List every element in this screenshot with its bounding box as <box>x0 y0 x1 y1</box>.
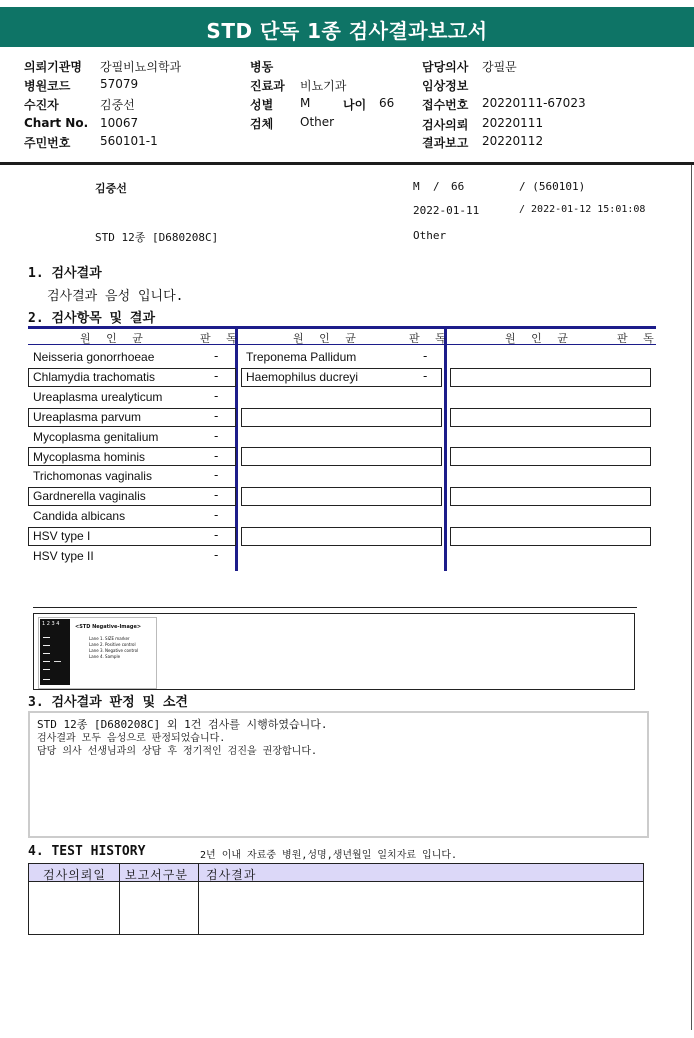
report-date-label: 결과보고 <box>422 136 469 150</box>
patient-label: 수진자 <box>24 98 59 112</box>
gel-legend-item: Lane 3. Negative control <box>89 648 139 653</box>
hospital-code-value: 57079 <box>100 77 139 91</box>
pathogen-result: - <box>214 389 219 403</box>
institution-label: 의뢰기관명 <box>24 60 82 74</box>
report-title-bar <box>0 7 694 47</box>
gel-lane-numbers: 1 2 3 4 <box>42 621 60 627</box>
pathogen-name: Haemophilus ducreyi <box>246 370 359 384</box>
gel-caption: <STD Negative-Image> <box>75 624 142 630</box>
col1-result-header: 판 독 <box>200 332 243 345</box>
gel-electrophoresis-image <box>38 617 157 689</box>
specimen-value: Other <box>300 115 335 129</box>
section1-title: 1. 검사결과 <box>28 266 102 281</box>
gel-lanes-area <box>40 619 70 685</box>
ward-label: 병동 <box>250 60 274 74</box>
clinical-info-label: 임상정보 <box>422 79 469 93</box>
pathogen-result: - <box>423 349 428 363</box>
result-row-box <box>241 408 442 427</box>
history-table <box>28 863 644 935</box>
result-row-box <box>450 447 651 466</box>
pathogen-result: - <box>214 409 219 423</box>
summary-report-datetime: / 2022-01-12 15:01:08 <box>519 204 646 215</box>
pathogen-name: Candida albicans <box>33 509 126 523</box>
pathogen-result: - <box>214 488 219 502</box>
pathogen-name: Gardnerella vaginalis <box>33 489 146 503</box>
pathogen-result: - <box>214 508 219 522</box>
col3-result-header: 판 독 <box>617 332 660 345</box>
page-right-border <box>691 165 692 1030</box>
pathogen-name: Ureaplasma parvum <box>33 410 142 424</box>
resident-no-value: 560101-1 <box>100 134 158 148</box>
col2-result-header: 판 독 <box>409 332 452 345</box>
comment-line: STD 12종 [D680208C] 외 1건 검사를 시행하였습니다. <box>37 718 328 731</box>
comment-line: 검사결과 모두 음성으로 판정되었습니다. <box>37 733 226 744</box>
pathogen-name: Ureaplasma urealyticum <box>33 390 163 404</box>
summary-sex: M <box>413 180 420 193</box>
col3-pathogen-header: 원 인 균 <box>505 332 574 345</box>
gel-legend-item: Lane 4. Sample <box>89 654 121 659</box>
chart-no-value: 10067 <box>100 116 139 130</box>
pathogen-result: - <box>214 449 219 463</box>
age-label: 나이 <box>343 98 367 112</box>
pathogen-result: - <box>423 369 428 383</box>
sex-label: 성별 <box>250 98 274 112</box>
patient-value: 김중선 <box>100 98 135 112</box>
pathogen-name: Treponema Pallidum <box>246 350 357 364</box>
history-col-divider <box>119 864 120 934</box>
section1-text: 검사결과 음성 입니다. <box>47 289 184 304</box>
result-row-box <box>241 447 442 466</box>
history-col-report-type: 보고서구분 <box>125 868 188 882</box>
header-divider <box>0 162 694 165</box>
report-title: STD 단독 1종 검사결과보고서 <box>206 19 488 43</box>
summary-birth: / (560101) <box>519 180 586 193</box>
section3-title: 3. 검사결과 판정 및 소견 <box>28 695 188 710</box>
section4-title: 4. TEST HISTORY <box>28 844 146 859</box>
pathogen-name: Neisseria gonorrhoeae <box>33 350 155 364</box>
chart-no-label: Chart No. <box>24 116 89 130</box>
pathogen-result: - <box>214 369 219 383</box>
pathogen-name: HSV type II <box>33 549 94 563</box>
image-section-divider <box>33 607 637 608</box>
pathogen-name: Chlamydia trachomatis <box>33 370 156 384</box>
history-note: 2년 이내 자료중 병원,성명,생년월일 일치자료 입니다. <box>200 850 458 861</box>
result-row-box <box>450 408 651 427</box>
specimen-label: 검체 <box>250 117 274 131</box>
dept-value: 비뇨기과 <box>300 79 347 93</box>
request-date-value: 20220111 <box>482 116 544 130</box>
institution-value: 강필비뇨의학과 <box>100 60 182 74</box>
result-row-box <box>450 368 651 387</box>
summary-name: 김중선 <box>95 182 127 195</box>
col1-pathogen-header: 원 인 균 <box>80 332 149 345</box>
result-row-box <box>241 527 442 546</box>
summary-test: STD 12종 [D680208C] <box>95 231 219 244</box>
gel-legend-item: Lane 2. Positive control <box>89 642 136 647</box>
pathogen-result: - <box>214 468 219 482</box>
result-row-box <box>241 487 442 506</box>
pathogen-result: - <box>214 429 219 443</box>
history-col-result: 검사결과 <box>206 868 257 882</box>
col2-pathogen-header: 원 인 균 <box>293 332 362 345</box>
pathogen-name: HSV type I <box>33 529 91 543</box>
receipt-no-label: 접수번호 <box>422 98 469 112</box>
results-column-divider-2 <box>444 329 447 571</box>
history-col-request-date: 검사의뢰일 <box>43 868 106 882</box>
result-row-box <box>450 527 651 546</box>
summary-slash: / <box>433 180 440 193</box>
section2-title: 2. 검사항목 및 결과 <box>28 311 156 326</box>
gel-legend-item: Lane 1. SIZE marker <box>89 636 130 641</box>
summary-age: 66 <box>451 180 465 193</box>
result-row-box <box>450 487 651 506</box>
doctor-label: 담당의사 <box>422 60 469 74</box>
hospital-code-label: 병원코드 <box>24 79 71 93</box>
dept-label: 진료과 <box>250 79 285 93</box>
doctor-value: 강필문 <box>482 60 517 74</box>
pathogen-result: - <box>214 349 219 363</box>
pathogen-name: Mycoplasma genitalium <box>33 430 159 444</box>
report-date-value: 20220112 <box>482 134 544 148</box>
summary-request-date: 2022-01-11 <box>413 204 480 217</box>
history-col-divider <box>198 864 199 934</box>
pathogen-name: Trichomonas vaginalis <box>33 469 152 483</box>
pathogen-name: Mycoplasma hominis <box>33 450 146 464</box>
resident-no-label: 주민번호 <box>24 136 71 150</box>
history-table-header <box>29 864 643 882</box>
sex-value: M <box>300 96 311 110</box>
results-table-top-border <box>28 326 656 329</box>
request-date-label: 검사의뢰 <box>422 118 469 132</box>
summary-specimen: Other <box>413 229 447 242</box>
age-value: 66 <box>379 96 395 110</box>
pathogen-result: - <box>214 528 219 542</box>
receipt-no-value: 20220111-67023 <box>482 96 586 110</box>
comment-line: 담당 의사 선생님과의 상담 후 정기적인 검진을 권장합니다. <box>37 746 318 757</box>
pathogen-result: - <box>214 548 219 562</box>
